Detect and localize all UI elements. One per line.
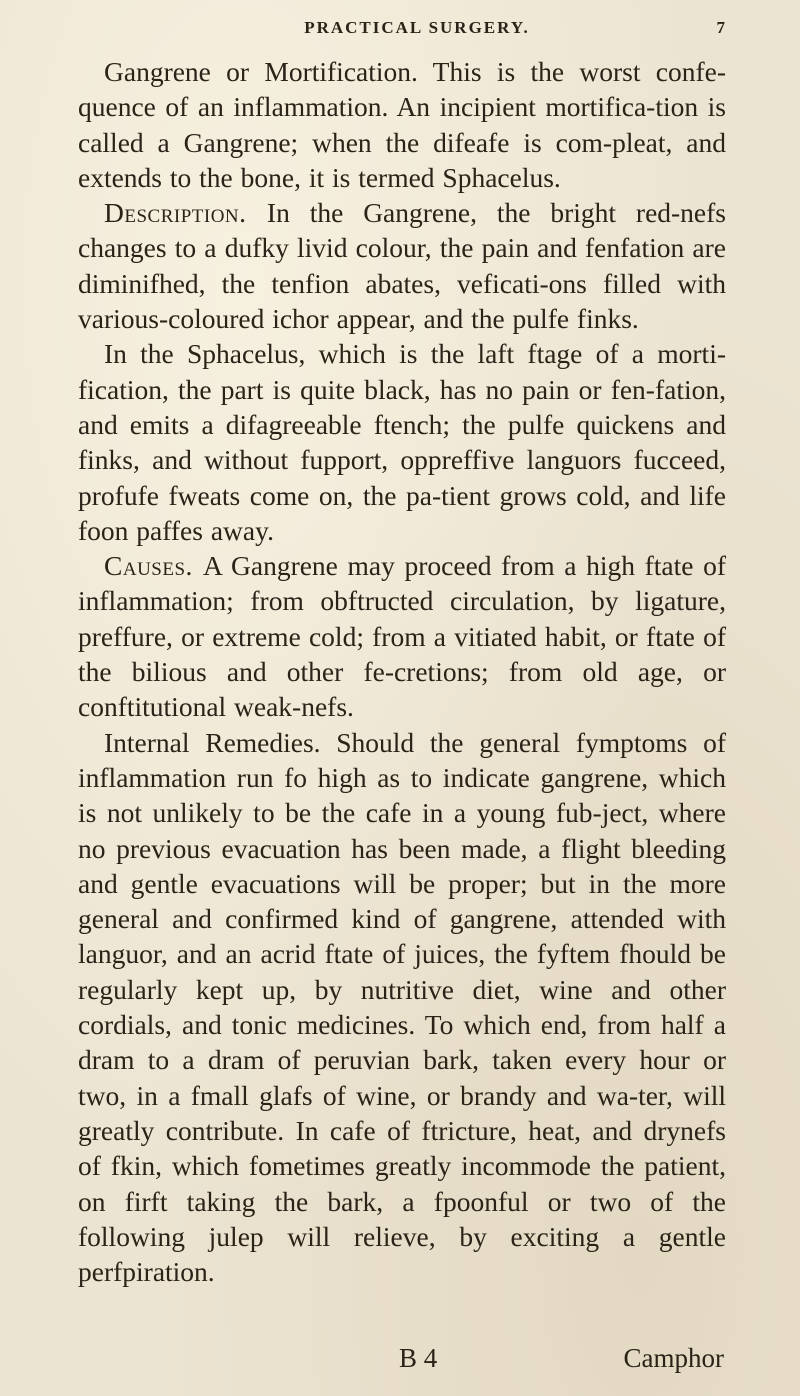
paragraph-lead: Description. xyxy=(104,197,267,229)
running-head xyxy=(78,18,726,46)
paragraph-description xyxy=(78,195,726,336)
body-text xyxy=(78,54,726,1289)
catchword: Camphor xyxy=(623,1343,724,1373)
paragraph-causes xyxy=(78,548,726,724)
page-footer xyxy=(0,1343,800,1377)
paragraph-text: In the Sphacelus, which is the laft ftage of a morti-fication, the part is quite black, has no pain or fen-fation, and emits a difagreeable ftench; the pulfe quickens and finks, and without fupport, oppreffive languors fucceed, profufe fweats come on, the pa-tient grows cold, and life foon paffes away. xyxy=(78,338,726,546)
paragraph-lead: Causes. xyxy=(104,550,204,582)
paragraph-text: A Gangrene may proceed from a high ftate of inflammation; from obftructed circulation, by ligature, preffure, or extreme cold; from a vitiated habit, or ftate of the bilious and other fe-cretions; from old age, or conftitutional weak-nefs. xyxy=(78,550,726,723)
paragraph-text: Gangrene or Mortification. This is the worst confe-quence of an inflammation. An incipient mortifica-tion is called a Gangrene; when the difeafe is com-pleat, and extends to the bone, it is termed Sphacelus. xyxy=(78,56,726,193)
page-number: 7 xyxy=(716,18,726,37)
paragraph-text: In the Gangrene, the bright red-nefs changes to a dufky livid colour, the pain and fenfation are diminifhed, the tenfion abates, veficati-ons filled with various-coloured ichor appear, and the pulfe finks. xyxy=(78,197,726,335)
paragraph-sphacelus xyxy=(78,336,726,548)
signature-mark: B 4 xyxy=(399,1343,438,1373)
running-title: PRACTICAL SURGERY. xyxy=(304,18,530,37)
paragraph-internal-remedies xyxy=(78,725,726,1290)
paragraph-text: Internal Remedies. Should the general fymptoms of inflammation run fo high as to indicate gangrene, which is not unlikely to be the cafe in a young fub-ject, where no previous evacuation has been made, a flight bleeding and gentle evacuations will be proper; but in the more general and confirmed kind of gangrene, attended with languor, and an acrid ftate of juices, the fyftem fhould be regularly kept up, by nutritive diet, wine and other cordials, and tonic medicines. To which end, from half a dram to a dram of peruvian bark, taken every hour or two, in a fmall glafs of wine, or brandy and wa-ter, will greatly contribute. In cafe of ftricture, heat, and drynefs of fkin, which fometimes greatly incommode the patient, on firft taking the bark, a fpoonful or two of the following julep will relieve, by exciting a gentle perfpiration. xyxy=(78,726,726,1288)
paragraph-gangrene xyxy=(78,54,726,195)
